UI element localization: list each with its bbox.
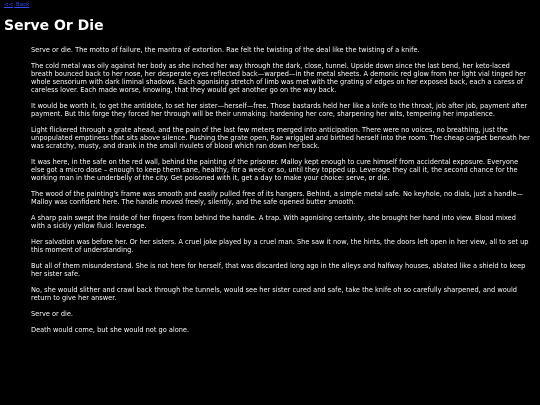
story-paragraph: Serve or die. [31, 310, 74, 318]
story-paragraph: But all of them misunderstand. She is not here for herself, that was discarded long ago in the alleys and halfway houses, ablated like a shield to keep her sister safe. [31, 262, 526, 278]
page-title: Serve Or Die [4, 18, 104, 34]
story-paragraph: It was here, in the safe on the red wall, behind the painting of the prisoner. Malloy kept enough to cure himself from accidental exposure. Everyone else got a micro dose – enough to keep them sane, healthy, for a week or so, until they topped up. Leverage they call it, the second chance for the working man in the underbelly of the city. Get poisoned with it, get a day to make your choice: serve, or die. [31, 158, 519, 182]
story-paragraph: No, she would slither and crawl back through the tunnels, would see her sister cured and safe, take the knife oh so carefully sharpened, and would return to give her answer. [31, 286, 517, 302]
story-paragraph: Her salvation was before her. Or her sisters. A cruel joke played by a cruel man. She saw it now, the hints, the doors left open in her view, all to set up this moment of understanding. [31, 238, 529, 254]
story-paragraph: The cold metal was oily against her body as she inched her way through the dark, close, tunnel. Upside down since the last bend, her keto-laced breath bounced back to her nose, her desperate eyes reflected back—warped—in the metal sheets. A demonic red glow from her light vial tinged her whole sensorium with dark liminal shadows. Each agonising stretch of limb was met with the grating of edges on her exposed back, each a caress of careless lover. Each made worse, knowing, that they would get another go on the way back. [31, 62, 526, 94]
story-paragraph: Death would come, but she would not go alone. [31, 326, 190, 334]
story-paragraph: Serve or die. The motto of failure, the mantra of extortion. Rae felt the twisting of the deal like the twisting of a knife. [31, 46, 420, 54]
story-paragraph: A sharp pain swept the inside of her fingers from behind the handle. A trap. With agonising certainty, she brought her hand into view. Blood mixed with a sickly yellow fluid: leverage. [31, 214, 516, 230]
story-paragraph: The wood of the painting's frame was smooth and easily pulled free of its hangers. Behind, a simple metal safe. No keyhole, no dials, just a handle—Malloy was confident here. The handle moved freely, silently, and the safe opened butter smooth. [31, 190, 524, 206]
story-body [31, 46, 531, 342]
back-arrow-icon: << [4, 2, 14, 8]
story-paragraph: It would be worth it, to get the antidote, to set her sister—herself—free. Those bastards held her like a knife to the throat, job after job, payment after payment. But this forge they forced her through will be their unmaking: hardening her core, sharpening her wits, tempering her impatience. [31, 102, 528, 118]
back-link[interactable] [4, 3, 29, 9]
back-link-label: Back [15, 2, 30, 8]
story-paragraph: Light flickered through a grate ahead, and the pain of the last few meters merged into anticipation. There were no voices, no breathing, just the unpopulated emptiness that sits above silence. Pushing the grate open, Rae wriggled and birthed herself into the room. The cheap carpet beneath her was scratchy, musty, and drank in the small rivulets of blood which ran down her back. [31, 126, 530, 150]
